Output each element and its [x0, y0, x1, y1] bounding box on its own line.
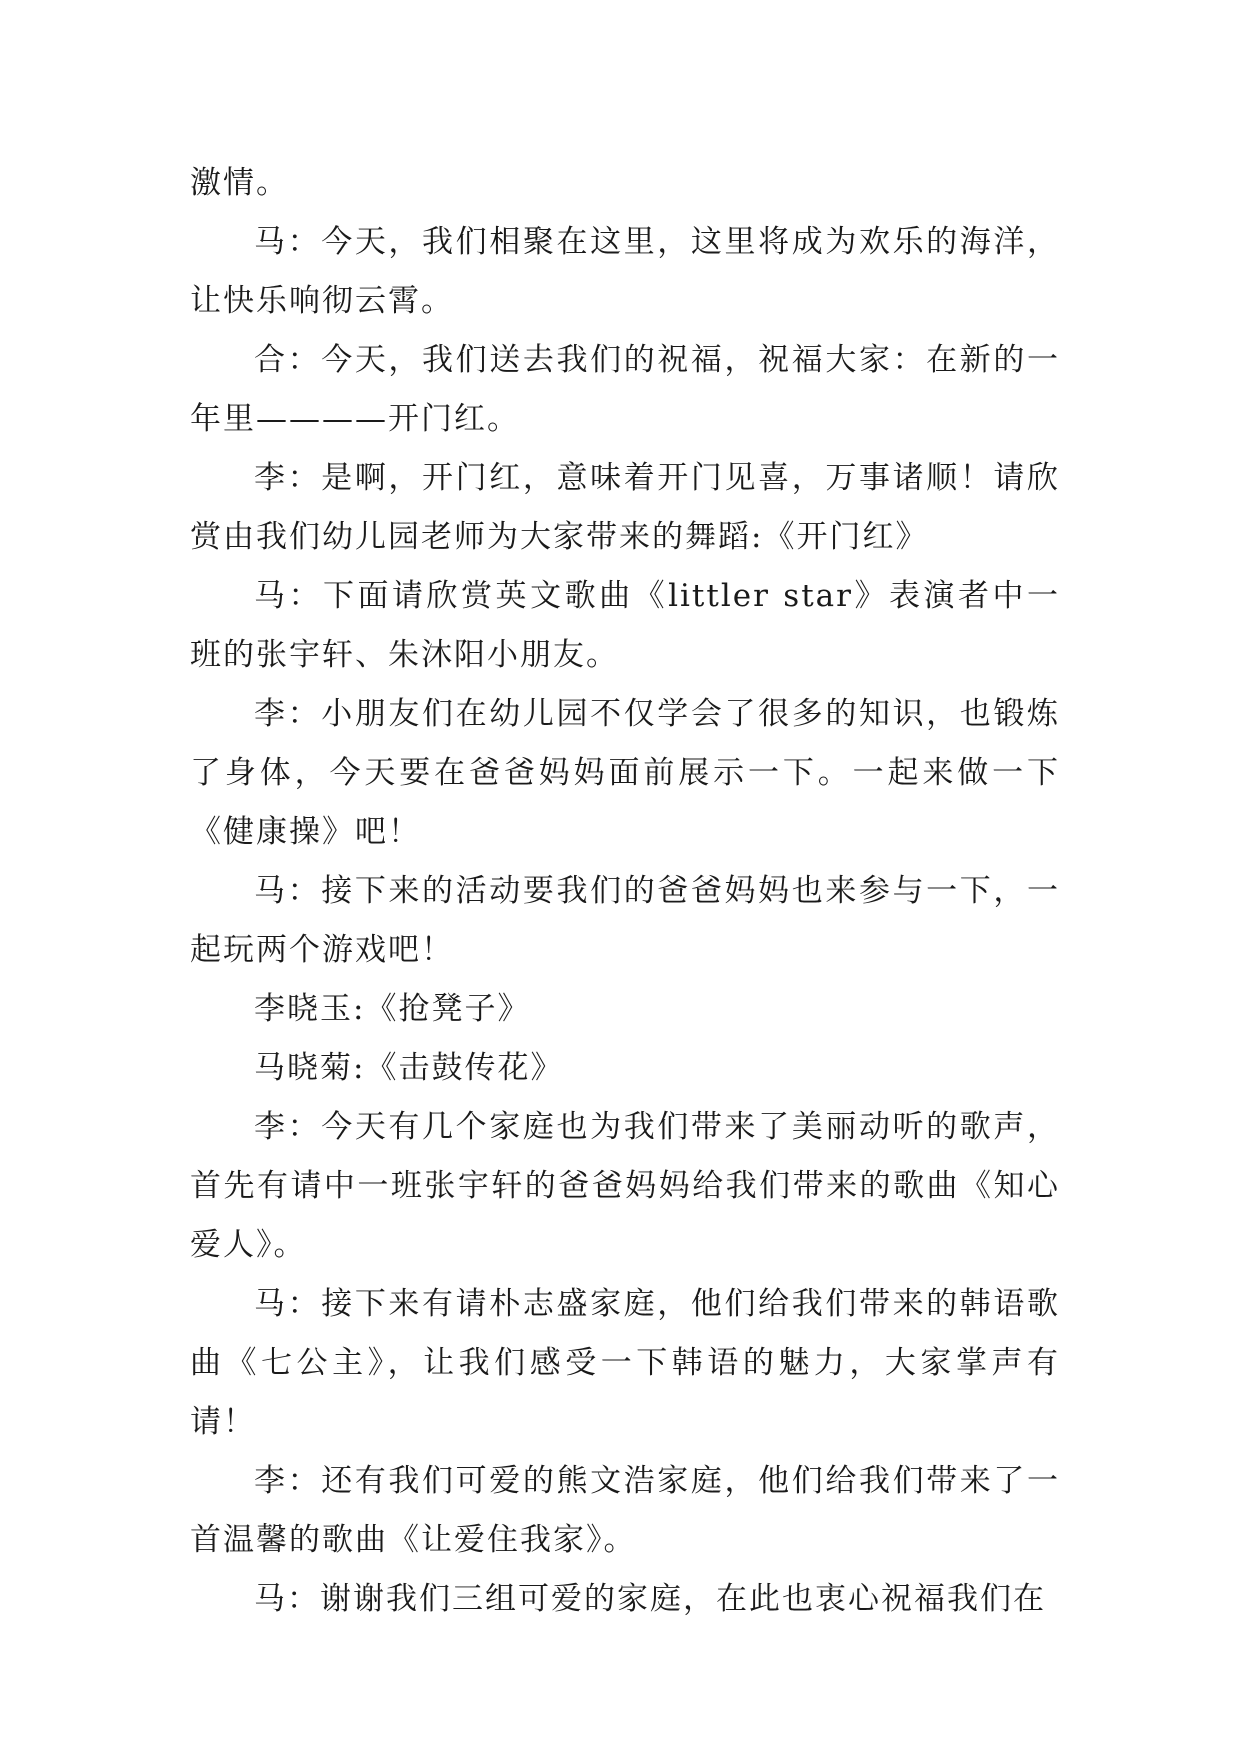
paragraph-6: 李：小朋友们在幼儿园不仅学会了很多的知识，也锻炼了身体，今天要在爸爸妈妈面前展示一下。一起来做一下《健康操》吧！ [190, 696, 1060, 850]
paragraph-13: 马：谢谢我们三组可爱的家庭，在此也衷心祝福我们在 [254, 1581, 1046, 1617]
paragraph-1: 激情。 [190, 165, 289, 201]
paragraph-12: 李：还有我们可爱的熊文浩家庭，他们给我们带来了一首温馨的歌曲《让爱住我家》。 [190, 1463, 1060, 1558]
paragraph-5: 马：下面请欣赏英文歌曲《littler star》表演者中一班的张宇轩、朱沐阳小朋友。 [190, 578, 1060, 673]
paragraph-8: 李晓玉:《抢凳子》 [254, 991, 531, 1027]
paragraph-11: 马：接下来有请朴志盛家庭，他们给我们带来的韩语歌曲《七公主》，让我们感受一下韩语的魅力，大家掌声有请！ [190, 1286, 1060, 1440]
paragraph-7: 马：接下来的活动要我们的爸爸妈妈也来参与一下，一起玩两个游戏吧！ [190, 873, 1060, 968]
paragraph-10: 李：今天有几个家庭也为我们带来了美丽动听的歌声，首先有请中一班张宇轩的爸爸妈妈给我们带来的歌曲《知心爱人》。 [190, 1109, 1060, 1263]
paragraph-9: 马晓菊:《击鼓传花》 [254, 1050, 564, 1086]
paragraph-2: 马：今天，我们相聚在这里，这里将成为欢乐的海洋，让快乐响彻云霄。 [190, 224, 1060, 319]
paragraph-4: 李：是啊，开门红，意味着开门见喜，万事诸顺！请欣赏由我们幼儿园老师为大家带来的舞蹈:《开门红》 [190, 460, 1060, 555]
paragraph-3: 合：今天，我们送去我们的祝福，祝福大家：在新的一年里————开门红。 [190, 342, 1060, 437]
document-body [190, 154, 1060, 1629]
